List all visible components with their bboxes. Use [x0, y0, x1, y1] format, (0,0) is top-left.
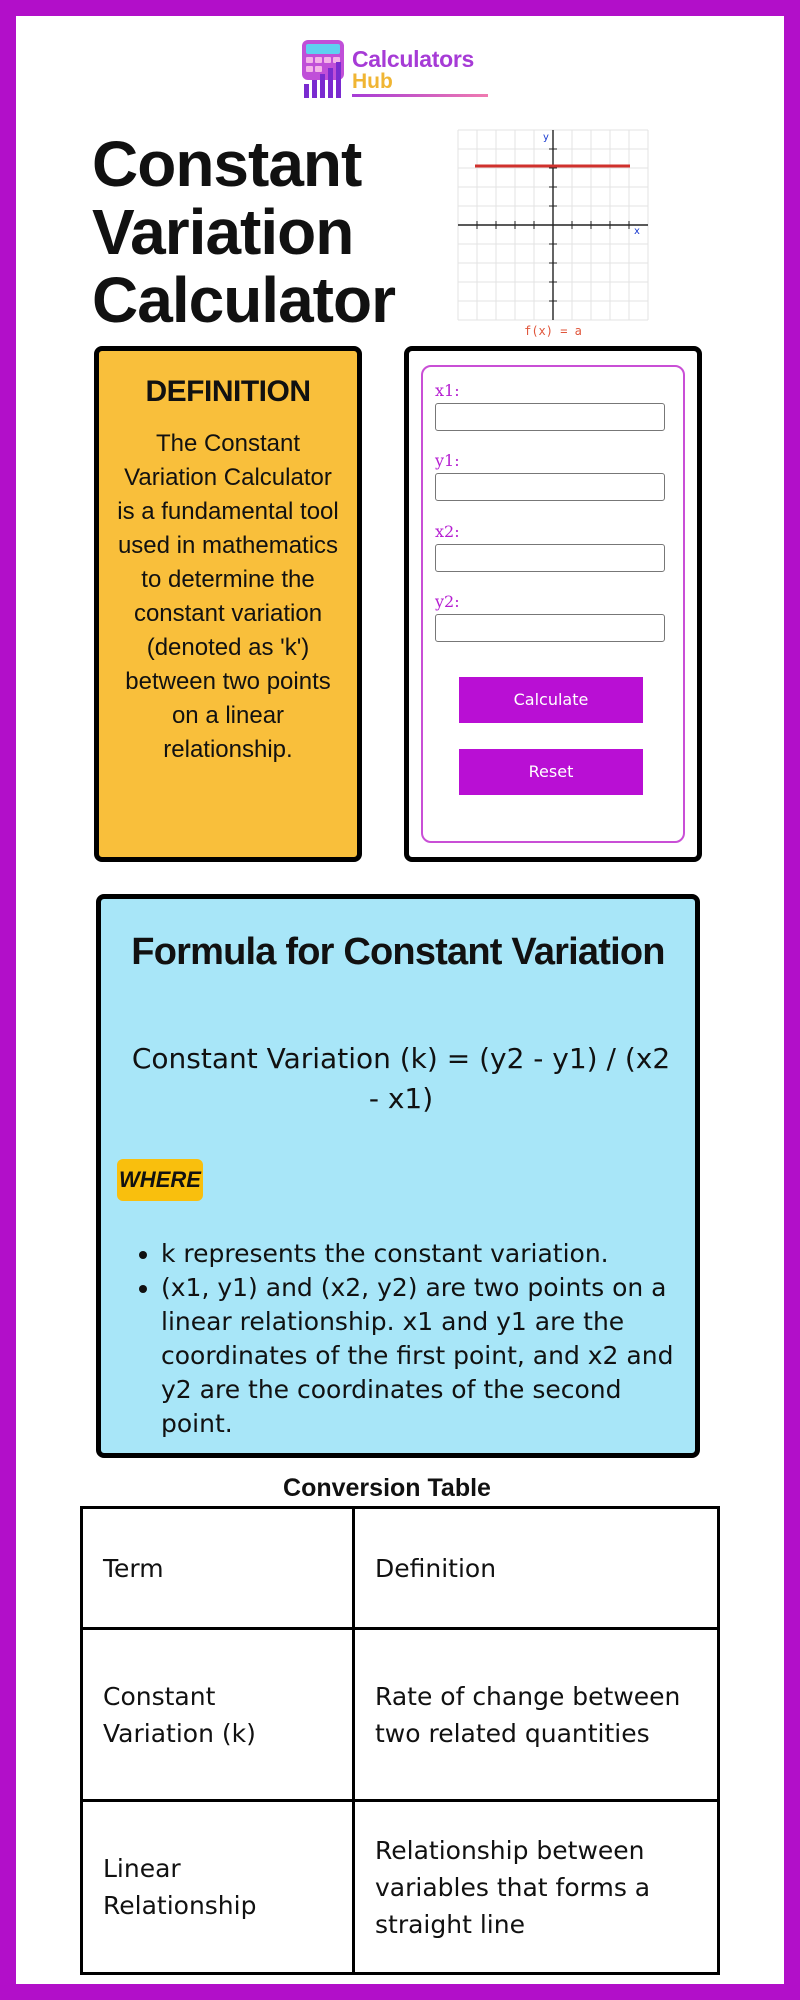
formula-bullet-list [137, 1237, 677, 1441]
conversion-table [80, 1506, 720, 1975]
table-row [82, 1508, 719, 1629]
table-cell: Term [82, 1508, 354, 1629]
calculate-button[interactable]: Calculate [459, 677, 643, 723]
table-cell: Constant Variation (k) [82, 1629, 354, 1801]
x1-input[interactable] [435, 403, 665, 431]
definition-text: The Constant Variation Calculator is a fundamental tool used in mathematics to determine the constant variation (denoted as 'k') between two points on a linear relationship. [117, 430, 339, 763]
graph-caption: f(x) = a [524, 324, 582, 338]
logo-text-calculators: Calculators [352, 46, 474, 72]
y1-label: y1: [435, 451, 460, 470]
logo-text-hub: Hub [352, 70, 393, 93]
table-cell: Linear Relationship [82, 1801, 354, 1974]
constant-function-graph [456, 128, 650, 342]
calculator-form [421, 365, 685, 843]
formula-bullet-item: • (x1, y1) and (x2, y2) are two points on a linear relationship. x1 and y1 are the coordinates of the first point, and x2 and y2 are the coordinates of the second point. [161, 1271, 677, 1441]
y1-input[interactable] [435, 473, 665, 501]
table-cell: Definition [354, 1508, 719, 1629]
x2-label: x2: [435, 522, 460, 541]
formula-expression: Constant Variation (k) = (y2 - y1) / (x2 - x1) [131, 1042, 671, 1115]
title-line-1: Constant [92, 128, 362, 200]
table-cell: Rate of change between two related quantities [354, 1629, 719, 1801]
where-badge: WHERE [117, 1159, 203, 1201]
formula-bullet-item: • k represents the constant variation. [161, 1237, 677, 1271]
reset-button[interactable]: Reset [459, 749, 643, 795]
title-line-3: Calculator [92, 264, 395, 336]
y2-input[interactable] [435, 614, 665, 642]
table-row [82, 1801, 719, 1974]
graph-y-label: y [543, 132, 549, 143]
graph-svg [456, 128, 650, 322]
calculators-hub-logo[interactable] [302, 38, 492, 100]
page-title [92, 130, 452, 334]
conversion-table-title: Conversion Table [283, 1474, 491, 1502]
calculator-logo-icon [302, 40, 346, 98]
y2-label: y2: [435, 592, 460, 611]
logo-underline [352, 94, 488, 97]
title-line-2: Variation [92, 196, 354, 268]
formula-card [96, 894, 700, 1458]
x1-label: x1: [435, 381, 460, 400]
graph-x-label: x [634, 226, 640, 237]
definition-card [94, 346, 362, 862]
formula-heading: Formula for Constant Variation [131, 931, 665, 973]
x2-input[interactable] [435, 544, 665, 572]
definition-heading: DEFINITION [145, 375, 311, 408]
table-row [82, 1629, 719, 1801]
table-cell: Relationship between variables that forms a straight line [354, 1801, 719, 1974]
calculator-form-card [404, 346, 702, 862]
